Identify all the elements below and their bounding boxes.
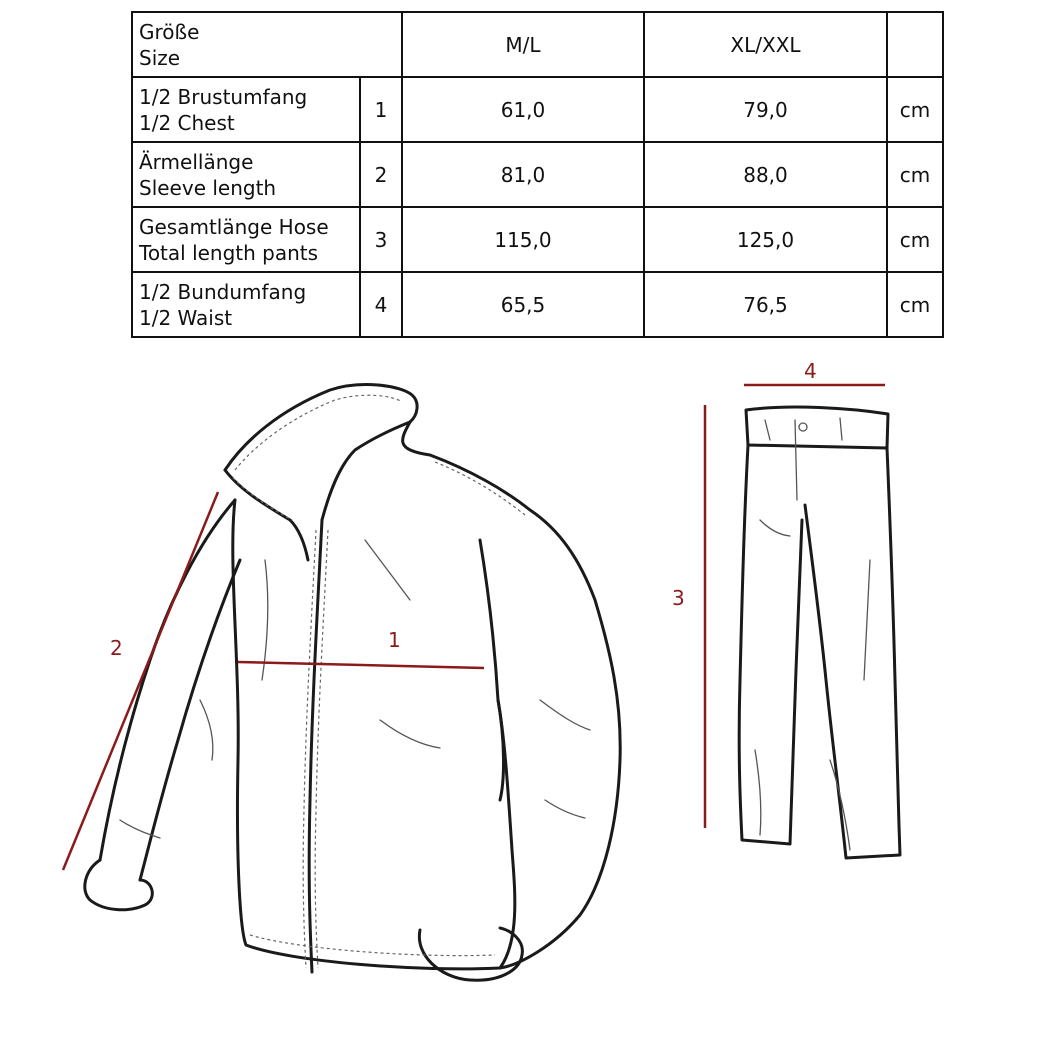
measure-label-sleeve: 2	[110, 636, 123, 660]
row-label-en: 1/2 Chest	[139, 110, 235, 135]
row-number: 1	[360, 77, 402, 142]
value-ml: 61,0	[402, 77, 644, 142]
row-label-en: 1/2 Waist	[139, 305, 233, 330]
unit-cell: cm	[887, 272, 943, 337]
measure-label-waist: 4	[804, 359, 817, 383]
measure-line-chest	[238, 662, 484, 668]
value-ml: 115,0	[402, 207, 644, 272]
row-label-en: Total length pants	[139, 240, 319, 265]
row-number: 3	[360, 207, 402, 272]
value-ml: 81,0	[402, 142, 644, 207]
row-label-en: Sleeve length	[139, 175, 277, 200]
unit-cell: cm	[887, 77, 943, 142]
value-xlxxl: 88,0	[644, 142, 887, 207]
value-xlxxl: 76,5	[644, 272, 887, 337]
value-xlxxl: 125,0	[644, 207, 887, 272]
jacket-illustration	[85, 385, 620, 981]
measure-label-chest: 1	[388, 628, 401, 652]
size-xlxxl-header: XL/XXL	[644, 12, 887, 77]
unit-cell: cm	[887, 142, 943, 207]
row-label-de: Gesamtlänge Hose	[139, 214, 329, 239]
measurement-lines	[63, 359, 885, 870]
button-icon	[799, 423, 807, 431]
row-number: 2	[360, 142, 402, 207]
size-ml-header: M/L	[402, 12, 644, 77]
row-label-de: Ärmellänge	[139, 149, 254, 174]
size-header-de: Größe	[139, 19, 200, 44]
value-xlxxl: 79,0	[644, 77, 887, 142]
unit-cell: cm	[887, 207, 943, 272]
row-label-de: 1/2 Bundumfang	[139, 279, 307, 304]
row-label-de: 1/2 Brustumfang	[139, 84, 308, 109]
value-ml: 65,5	[402, 272, 644, 337]
row-number: 4	[360, 272, 402, 337]
measure-label-pants-length: 3	[672, 586, 685, 610]
pants-illustration	[739, 407, 900, 858]
size-header-en: Size	[139, 45, 181, 70]
